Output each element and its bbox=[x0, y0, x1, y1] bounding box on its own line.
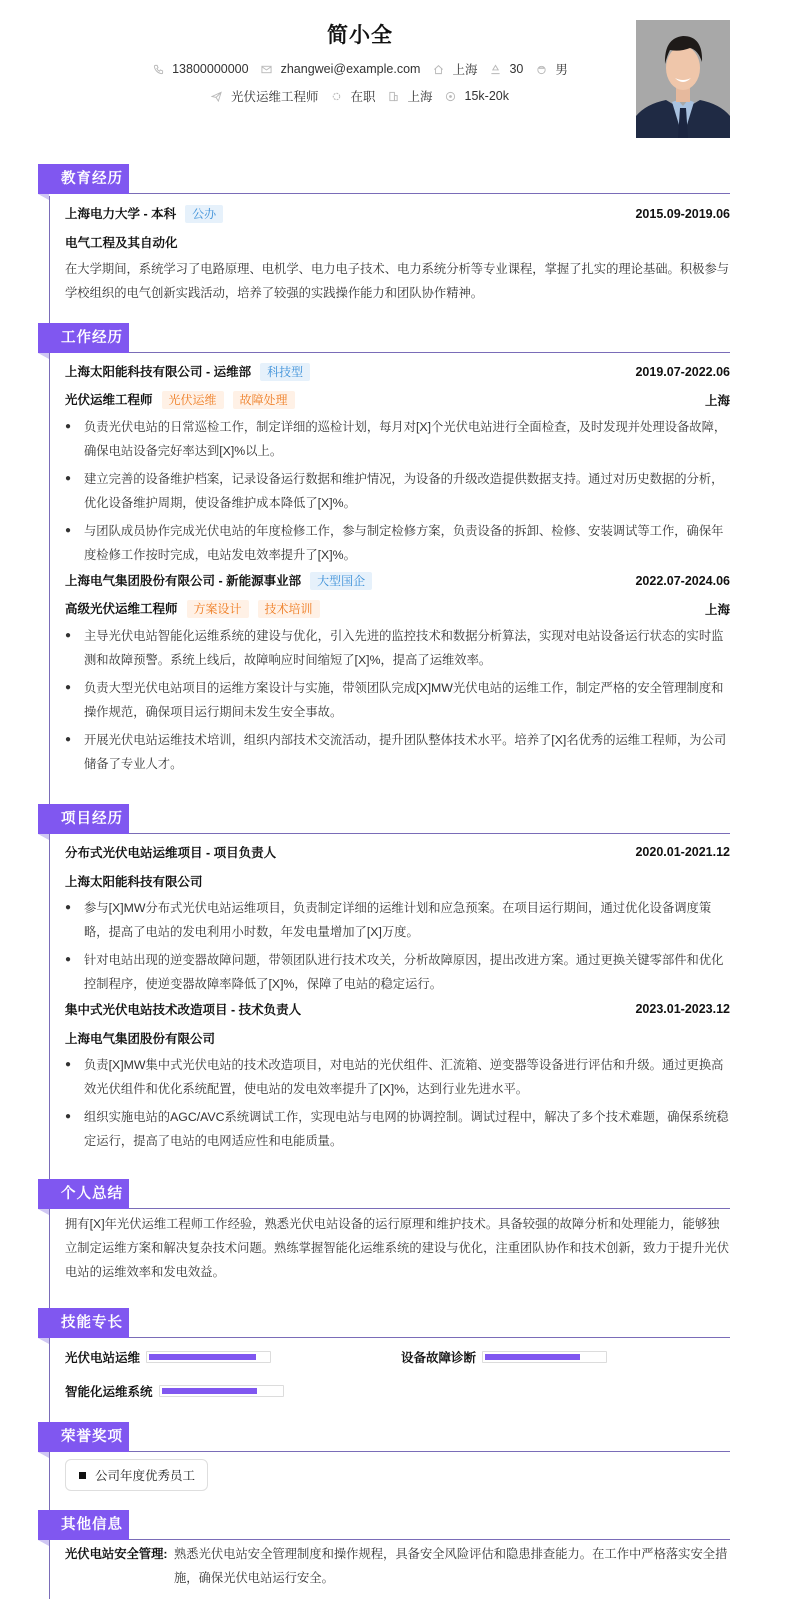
section-header bbox=[38, 1308, 730, 1338]
section-title: 项目经历 bbox=[38, 804, 129, 834]
role-tag: 方案设计 bbox=[187, 600, 249, 618]
education-major: 电气工程及其自动化 bbox=[65, 236, 178, 250]
work-item bbox=[65, 362, 730, 567]
skill-name: 光伏电站运维 bbox=[65, 1351, 141, 1365]
tab-fold-decoration bbox=[38, 194, 49, 200]
work-item bbox=[65, 571, 730, 776]
work-bullet: ● 开展光伏电站运维技术培训，组织内部技术交流活动，提升团队整体技术水平。培养了[X]名优秀的运维工程师，为公司储备了专业人才。 bbox=[65, 733, 727, 771]
tab-fold-decoration bbox=[38, 1452, 49, 1458]
gender-icon bbox=[535, 63, 547, 75]
age-value: 30 bbox=[509, 62, 524, 76]
city-value: 上海 bbox=[452, 63, 478, 77]
contact-row bbox=[0, 60, 720, 78]
work-location: 上海 bbox=[704, 602, 730, 617]
section-header bbox=[38, 323, 730, 353]
work-bullet: ● 主导光伏电站智能化运维系统的建设与优化，引入先进的监控技术和数据分析算法，实现对电站设备运行状态的实时监测和故障预警。系统上线后，故障响应时间缩短了[X]%，提高了运维效率。 bbox=[65, 629, 724, 667]
info-salary bbox=[445, 89, 509, 103]
project-bullet: ● 负责[X]MW集中式光伏电站的技术改造项目，对电站的光伏组件、汇流箱、逆变器等设备进行评估和升级。通过更换高效光伏组件和优化系统配置，使电站的发电效率提升了[X]%，达到行业先进水平。 bbox=[65, 1058, 724, 1096]
section-title: 工作经历 bbox=[38, 323, 129, 353]
salary-icon bbox=[445, 90, 457, 102]
position-value: 光伏运维工程师 bbox=[230, 90, 319, 104]
skill-bar bbox=[159, 1385, 284, 1397]
section-header bbox=[38, 1422, 730, 1452]
section-header bbox=[38, 804, 730, 834]
info-gender bbox=[535, 60, 568, 78]
section-title: 荣誉奖项 bbox=[38, 1422, 129, 1452]
work-bullet: ● 负责大型光伏电站项目的运维方案设计与实施，带领团队完成[X]MW光伏电站的运维工作，制定严格的安全管理制度和操作规范，确保项目运行期间未发生安全事故。 bbox=[65, 681, 724, 719]
section-title: 其他信息 bbox=[38, 1510, 129, 1540]
company-type-tag: 科技型 bbox=[260, 363, 310, 381]
project-bullet: ● 参与[X]MW分布式光伏电站运维项目，负责制定详细的运维计划和应急预案。在项目运行期间，通过优化设备调度策略，提高了电站的发电利用小时数，年发电量增加了[X]万度。 bbox=[65, 901, 712, 939]
skill-name: 设备故障诊断 bbox=[401, 1351, 477, 1365]
info-work-city bbox=[388, 87, 433, 105]
tab-fold-decoration bbox=[38, 353, 49, 359]
tab-fold-decoration bbox=[38, 1540, 49, 1546]
work-company: 上海电气集团股份有限公司 - 新能源事业部 bbox=[65, 574, 302, 588]
award-item bbox=[65, 1459, 208, 1491]
info-email bbox=[261, 62, 421, 76]
mail-icon bbox=[261, 63, 273, 75]
summary-text: 拥有[X]年光伏运维工程师工作经验，熟悉光伏电站设备的运行原理和维护技术。具备较强的故障分析和处理能力，能够独立制定运维方案和解决复杂技术问题。熟练掌握智能化运维系统的建设与优化，注重团队协作和技术创新，致力于提升光伏电站的运维效率和发电效益。 bbox=[65, 1217, 730, 1279]
education-description: 在大学期间，系统学习了电路原理、电机学、电力电子技术、电力系统分析等专业课程，掌握了扎实的理论基础。积极参与学校组织的电气创新实践活动，培养了较强的实践操作能力和团队协作精神。 bbox=[65, 262, 730, 300]
section-skills bbox=[38, 1308, 730, 1400]
project-name: 分布式光伏电站运维项目 - 项目负责人 bbox=[65, 846, 277, 860]
age-icon bbox=[489, 63, 501, 75]
section-header bbox=[38, 1510, 730, 1540]
candidate-name: 简小全 bbox=[327, 24, 393, 47]
info-position bbox=[211, 87, 319, 105]
education-date: 2015.09-2019.06 bbox=[635, 206, 730, 221]
info-phone bbox=[152, 62, 248, 76]
work-company: 上海太阳能科技有限公司 - 运维部 bbox=[65, 365, 252, 379]
award-name: 公司年度优秀员工 bbox=[95, 1469, 196, 1483]
school-type-tag: 公办 bbox=[185, 205, 223, 223]
send-icon bbox=[211, 90, 223, 102]
profile-photo bbox=[636, 20, 730, 138]
education-school: 上海电力大学 - 本科 公办 bbox=[65, 204, 223, 223]
other-label: 光伏电站安全管理: bbox=[65, 1547, 168, 1561]
work-date: 2022.07-2024.06 bbox=[635, 573, 730, 588]
work-bullet: ● 与团队成员协作完成光伏电站的年度检修工作，参与制定检修方案，负责设备的拆卸、检修、安装调试等工作，确保年度检修工作按时完成，电站发电效率提升了[X]%。 bbox=[65, 524, 724, 562]
section-awards bbox=[38, 1422, 730, 1491]
email-value: zhangwei@example.com bbox=[280, 62, 421, 76]
project-date: 2020.01-2021.12 bbox=[635, 845, 730, 859]
section-title: 教育经历 bbox=[38, 164, 129, 194]
section-header bbox=[38, 1179, 730, 1209]
project-date: 2023.01-2023.12 bbox=[635, 1002, 730, 1016]
work-date: 2019.07-2022.06 bbox=[635, 364, 730, 379]
project-item bbox=[65, 843, 730, 996]
section-other bbox=[38, 1510, 730, 1590]
work-role: 高级光伏运维工程师 bbox=[65, 602, 178, 616]
company-type-tag: 大型国企 bbox=[310, 572, 372, 590]
status-value: 在职 bbox=[350, 90, 376, 104]
skill-bar bbox=[146, 1351, 271, 1363]
section-projects bbox=[38, 804, 730, 1153]
role-tag: 光伏运维 bbox=[162, 391, 224, 409]
building-icon bbox=[388, 90, 400, 102]
section-work bbox=[38, 323, 730, 776]
skill-name: 智能化运维系统 bbox=[65, 1385, 153, 1399]
project-company: 上海太阳能科技有限公司 bbox=[65, 875, 203, 889]
section-title: 个人总结 bbox=[38, 1179, 129, 1209]
skill-item bbox=[65, 1348, 401, 1366]
phone-value: 13800000000 bbox=[172, 62, 249, 76]
work-city-value: 上海 bbox=[407, 90, 433, 104]
skill-item bbox=[401, 1348, 701, 1366]
gender-value: 男 bbox=[555, 63, 568, 77]
project-bullet: ● 组织实施电站的AGC/AVC系统调试工作，实现电站与电网的协调控制。调试过程中，解决了多个技术难题，确保系统稳定运行，提高了电站的电网适应性和电能质量。 bbox=[65, 1110, 729, 1148]
tab-fold-decoration bbox=[38, 1338, 49, 1344]
section-title: 技能专长 bbox=[38, 1308, 129, 1338]
other-item bbox=[65, 1542, 730, 1590]
skill-bar-fill bbox=[485, 1354, 580, 1360]
status-icon bbox=[331, 90, 343, 102]
home-icon bbox=[432, 63, 444, 75]
info-city bbox=[432, 60, 477, 78]
project-bullet: ● 针对电站出现的逆变器故障问题，带领团队进行技术攻关，分析故障原因，提出改进方案。通过更换关键零部件和优化控制程序，使逆变器故障率降低了[X]%，保障了电站的稳定运行。 bbox=[65, 953, 724, 991]
work-role: 光伏运维工程师 bbox=[65, 393, 153, 407]
section-education bbox=[38, 164, 730, 305]
info-age bbox=[489, 62, 523, 76]
role-tag: 故障处理 bbox=[233, 391, 295, 409]
tab-fold-decoration bbox=[38, 834, 49, 840]
info-status bbox=[331, 87, 376, 105]
resume-header bbox=[0, 0, 794, 170]
work-bullet: ● 负责光伏电站的日常巡检工作，制定详细的巡检计划，每月对[X]个光伏电站进行全面检查，及时发现并处理设备故障，确保电站设备完好率达到[X]%以上。 bbox=[65, 420, 727, 458]
project-item bbox=[65, 1000, 730, 1153]
salary-value: 15k-20k bbox=[464, 89, 510, 103]
section-header bbox=[38, 164, 730, 194]
skill-item bbox=[65, 1382, 401, 1400]
job-row bbox=[0, 87, 720, 105]
square-bullet-icon bbox=[79, 1472, 86, 1479]
project-company: 上海电气集团股份有限公司 bbox=[65, 1032, 216, 1046]
work-location: 上海 bbox=[704, 393, 730, 408]
tab-fold-decoration bbox=[38, 1209, 49, 1215]
work-bullet: ● 建立完善的设备维护档案，记录设备运行数据和维护情况，为设备的升级改造提供数据支持。通过对历史数据的分析，优化设备维护周期，使设备维护成本降低了[X]%。 bbox=[65, 472, 724, 510]
role-tag: 技术培训 bbox=[258, 600, 320, 618]
other-text: 熟悉光伏电站安全管理制度和操作规程，具备安全风险评估和隐患排查能力。在工作中严格落实安全措施，确保光伏电站运行安全。 bbox=[174, 1547, 728, 1585]
skill-bar bbox=[482, 1351, 607, 1363]
phone-icon bbox=[152, 63, 164, 75]
project-name: 集中式光伏电站技术改造项目 - 技术负责人 bbox=[65, 1003, 302, 1017]
section-summary bbox=[38, 1179, 730, 1284]
skill-bar-fill bbox=[149, 1354, 256, 1360]
skill-bar-fill bbox=[162, 1388, 257, 1394]
